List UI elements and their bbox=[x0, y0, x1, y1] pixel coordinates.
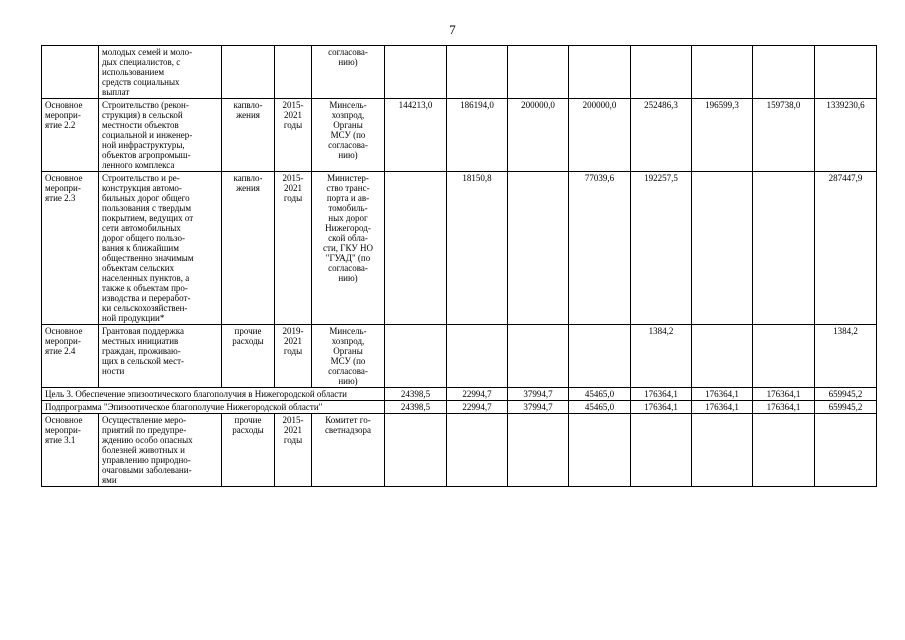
measure-title-cell-line: Грантовая поддержка bbox=[102, 326, 184, 336]
value-cell-2: 22994,7 bbox=[447, 388, 508, 401]
measure-title-cell-line: социальной и инженер- bbox=[102, 130, 193, 140]
value-cell-8: 1384,2 bbox=[815, 325, 877, 388]
value-cell-7 bbox=[753, 325, 815, 388]
period-cell-line: 2021 bbox=[284, 336, 302, 346]
measure-title-cell-line: выплат bbox=[102, 87, 130, 97]
period-cell-line: 2021 bbox=[284, 425, 302, 435]
value-cell-5: 252486,3 bbox=[631, 99, 692, 172]
measure-name-cell bbox=[42, 325, 99, 388]
executor-cell-line: Комитет го- bbox=[325, 415, 371, 425]
value-cell-1 bbox=[385, 325, 447, 388]
executor-cell-line: Минсель- bbox=[329, 326, 367, 336]
executor-cell-line: МСУ (по bbox=[330, 356, 366, 366]
period-cell-line: годы bbox=[283, 120, 303, 130]
value-cell-8: 659945,2 bbox=[815, 388, 877, 401]
value-cell-2 bbox=[447, 325, 508, 388]
measure-title-cell-line: болезней животных и bbox=[102, 445, 185, 455]
expense-kind-cell bbox=[222, 46, 275, 99]
expense-kind-cell bbox=[222, 99, 275, 172]
value-cell-6: 176364,1 bbox=[692, 401, 753, 414]
value-cell-6 bbox=[692, 325, 753, 388]
value-cell-4: 77039,6 bbox=[569, 172, 631, 325]
executor-cell-line: Министер- bbox=[327, 173, 369, 183]
measure-title-cell-line: также к объектам про- bbox=[102, 283, 188, 293]
measure-name-cell bbox=[42, 172, 99, 325]
value-cell-6 bbox=[692, 172, 753, 325]
measure-title-cell-line: вания к ближайшим bbox=[102, 243, 179, 253]
value-cell-8 bbox=[815, 414, 877, 487]
value-cell-3 bbox=[508, 46, 569, 99]
value-cell-7: 176364,1 bbox=[753, 388, 815, 401]
measure-title-cell-line: бильных дорог общего bbox=[102, 193, 190, 203]
measure-name-cell-line: ятие 2.3 bbox=[45, 193, 76, 203]
executor-cell-line: Органы bbox=[333, 120, 363, 130]
measure-title-cell bbox=[99, 46, 222, 99]
measure-name-cell-line: меропри- bbox=[45, 183, 81, 193]
measure-title-cell-line: ности bbox=[102, 366, 125, 376]
value-cell-5: 192257,5 bbox=[631, 172, 692, 325]
subprogram-row bbox=[42, 401, 877, 414]
executor-cell-line: нию) bbox=[338, 150, 358, 160]
expense-kind-cell-line: расходы bbox=[232, 336, 264, 346]
measure-name-cell-line: ятие 2.2 bbox=[45, 120, 76, 130]
value-cell-4: 45465,0 bbox=[569, 388, 631, 401]
measure-name-cell-line: Основное bbox=[45, 326, 83, 336]
executor-cell-line: нию) bbox=[338, 273, 358, 283]
value-cell-6: 176364,1 bbox=[692, 388, 753, 401]
table-body bbox=[42, 46, 877, 487]
value-cell-6 bbox=[692, 46, 753, 99]
measure-name-cell-line: меропри- bbox=[45, 336, 81, 346]
measure-title-cell-line: местных инициатив bbox=[102, 336, 179, 346]
measure-title-cell-line: управлению природно- bbox=[102, 455, 191, 465]
measure-title-cell-line: ждению особо опасных bbox=[102, 435, 193, 445]
measure-title-cell-line: дорог общего пользо- bbox=[102, 233, 186, 243]
measure-name-cell-line: меропри- bbox=[45, 110, 81, 120]
expense-kind-cell-line: капвло- bbox=[233, 100, 263, 110]
measure-name-cell bbox=[42, 46, 99, 99]
expense-kind-cell-line: жения bbox=[236, 183, 260, 193]
measure-row bbox=[42, 172, 877, 325]
goal-label-cell: Цель 3. Обеспечение эпизоотического благополучия в Нижегородской области bbox=[42, 388, 385, 401]
expense-kind-cell-line: капвло- bbox=[233, 173, 263, 183]
value-cell-7 bbox=[753, 46, 815, 99]
executor-cell-line: согласова- bbox=[328, 140, 368, 150]
value-cell-5 bbox=[631, 46, 692, 99]
budget-table bbox=[41, 45, 877, 487]
measure-title-cell-line: Строительство (рекон- bbox=[102, 100, 189, 110]
value-cell-8: 287447,9 bbox=[815, 172, 877, 325]
value-cell-6: 196599,3 bbox=[692, 99, 753, 172]
value-cell-4: 200000,0 bbox=[569, 99, 631, 172]
period-cell-line: 2015- bbox=[282, 173, 304, 183]
value-cell-2 bbox=[447, 414, 508, 487]
measure-name-cell bbox=[42, 99, 99, 172]
measure-name-cell bbox=[42, 414, 99, 487]
value-cell-2 bbox=[447, 46, 508, 99]
measure-title-cell-line: средств социальных bbox=[102, 77, 180, 87]
value-cell-3: 37994,7 bbox=[508, 401, 569, 414]
value-cell-3: 37994,7 bbox=[508, 388, 569, 401]
value-cell-3 bbox=[508, 414, 569, 487]
measure-title-cell-line: покрытием, ведущих от bbox=[102, 213, 194, 223]
expense-kind-cell bbox=[222, 172, 275, 325]
measure-title-cell-line: ленного комплекса bbox=[102, 160, 175, 170]
value-cell-4 bbox=[569, 325, 631, 388]
period-cell bbox=[275, 46, 312, 99]
period-cell bbox=[275, 325, 312, 388]
measure-title-cell-line: пользования с твердым bbox=[102, 203, 192, 213]
measure-row bbox=[42, 414, 877, 487]
measure-name-cell-line: ятие 2.4 bbox=[45, 346, 76, 356]
expense-kind-cell-line: прочие bbox=[234, 326, 262, 336]
measure-title-cell-line: объектам сельских bbox=[102, 263, 175, 273]
value-cell-8: 659945,2 bbox=[815, 401, 877, 414]
period-cell bbox=[275, 99, 312, 172]
page-number: 7 bbox=[449, 22, 456, 37]
executor-cell-line: согласова- bbox=[328, 263, 368, 273]
measure-title-cell-line: общественно значимым bbox=[102, 253, 194, 263]
executor-cell-line: согласова- bbox=[328, 47, 368, 57]
expense-kind-cell-line: прочие bbox=[234, 415, 262, 425]
executor-cell-line: томобиль- bbox=[328, 203, 368, 213]
value-cell-5: 176364,1 bbox=[631, 401, 692, 414]
value-cell-2: 186194,0 bbox=[447, 99, 508, 172]
executor-cell-line: ных дорог bbox=[328, 213, 368, 223]
executor-cell-line: "ГУАД" (по bbox=[325, 253, 371, 263]
measure-title-cell-line: местности объектов bbox=[102, 120, 179, 130]
value-cell-8: 1339230,6 bbox=[815, 99, 877, 172]
expense-kind-cell bbox=[222, 325, 275, 388]
period-cell-line: годы bbox=[283, 435, 303, 445]
measure-row bbox=[42, 325, 877, 388]
executor-cell bbox=[312, 325, 385, 388]
value-cell-4 bbox=[569, 414, 631, 487]
value-cell-1 bbox=[385, 414, 447, 487]
expense-kind-cell-line: расходы bbox=[232, 425, 264, 435]
measure-title-cell-line: ной инфраструктуры, bbox=[102, 140, 185, 150]
executor-cell-line: Органы bbox=[333, 346, 363, 356]
measure-title-cell bbox=[99, 325, 222, 388]
measure-title-cell-line: использованием bbox=[102, 67, 165, 77]
value-cell-5: 176364,1 bbox=[631, 388, 692, 401]
expense-kind-cell bbox=[222, 414, 275, 487]
measure-name-cell-line: ятие 3.1 bbox=[45, 435, 76, 445]
measure-title-cell-line: конструкция автомо- bbox=[102, 183, 182, 193]
measure-title-cell-line: населенных пунктов, а bbox=[102, 273, 190, 283]
value-cell-3 bbox=[508, 325, 569, 388]
executor-cell-line: Минсель- bbox=[329, 100, 367, 110]
goal-row bbox=[42, 388, 877, 401]
value-cell-7 bbox=[753, 414, 815, 487]
period-cell bbox=[275, 172, 312, 325]
measure-title-cell-line: граждан, проживаю- bbox=[102, 346, 181, 356]
executor-cell-line: Нижегород- bbox=[325, 223, 371, 233]
measure-title-cell-line: Строительство и ре- bbox=[102, 173, 180, 183]
executor-cell-line: светнадзора bbox=[324, 425, 372, 435]
value-cell-1: 144213,0 bbox=[385, 99, 447, 172]
executor-cell bbox=[312, 414, 385, 487]
subprogram-label-cell: Подпрограмма "Эпизоотическое благополучие Нижегородской области" bbox=[42, 401, 385, 414]
period-cell-line: 2021 bbox=[284, 183, 302, 193]
executor-cell-line: МСУ (по bbox=[330, 130, 366, 140]
period-cell bbox=[275, 414, 312, 487]
value-cell-1 bbox=[385, 172, 447, 325]
executor-cell bbox=[312, 99, 385, 172]
value-cell-1 bbox=[385, 46, 447, 99]
value-cell-7 bbox=[753, 172, 815, 325]
measure-title-cell-line: приятий по предупре- bbox=[102, 425, 187, 435]
period-cell-line: 2019- bbox=[282, 326, 304, 336]
measure-title-cell bbox=[99, 99, 222, 172]
executor-cell-line: нию) bbox=[338, 57, 358, 67]
executor-cell-line: согласова- bbox=[328, 366, 368, 376]
measure-name-cell-line: меропри- bbox=[45, 425, 81, 435]
measure-name-cell-line: Основное bbox=[45, 415, 83, 425]
period-cell-line: 2015- bbox=[282, 415, 304, 425]
executor-cell-line: ской обла- bbox=[328, 233, 368, 243]
value-cell-7: 176364,1 bbox=[753, 401, 815, 414]
measure-title-cell bbox=[99, 414, 222, 487]
value-cell-3: 200000,0 bbox=[508, 99, 569, 172]
value-cell-7: 159738,0 bbox=[753, 99, 815, 172]
period-cell-line: 2015- bbox=[282, 100, 304, 110]
executor-cell-line: сти, ГКУ НО bbox=[323, 243, 373, 253]
expense-kind-cell-line: жения bbox=[236, 110, 260, 120]
measure-title-cell-line: изводства и переработ- bbox=[102, 293, 191, 303]
measure-title-cell-line: молодых семей и моло- bbox=[102, 47, 193, 57]
executor-cell-line: нию) bbox=[338, 376, 358, 386]
value-cell-5: 1384,2 bbox=[631, 325, 692, 388]
executor-cell bbox=[312, 172, 385, 325]
period-cell-line: годы bbox=[283, 346, 303, 356]
measure-title-cell-line: струкция) в сельской bbox=[102, 110, 183, 120]
measure-title-cell bbox=[99, 172, 222, 325]
value-cell-4: 45465,0 bbox=[569, 401, 631, 414]
measure-title-cell-line: Осуществление меро- bbox=[102, 415, 187, 425]
executor-cell-line: хозпрод, bbox=[331, 336, 365, 346]
measure-row bbox=[42, 99, 877, 172]
period-cell-line: годы bbox=[283, 193, 303, 203]
measure-title-cell-line: щих в сельской мест- bbox=[102, 356, 185, 366]
measure-title-cell-line: ями bbox=[102, 475, 117, 485]
measure-title-cell-line: ной продукции* bbox=[102, 313, 165, 323]
value-cell-5 bbox=[631, 414, 692, 487]
measure-name-cell-line: Основное bbox=[45, 100, 83, 110]
value-cell-3 bbox=[508, 172, 569, 325]
measure-name-cell-line: Основное bbox=[45, 173, 83, 183]
value-cell-8 bbox=[815, 46, 877, 99]
value-cell-1: 24398,5 bbox=[385, 401, 447, 414]
value-cell-1: 24398,5 bbox=[385, 388, 447, 401]
executor-cell-line: хозпрод, bbox=[331, 110, 365, 120]
executor-cell bbox=[312, 46, 385, 99]
measure-title-cell-line: ки сельскохозяйствен- bbox=[102, 303, 188, 313]
value-cell-2: 22994,7 bbox=[447, 401, 508, 414]
executor-cell-line: порта и ав- bbox=[326, 193, 370, 203]
measure-title-cell-line: сети автомобильных bbox=[102, 223, 181, 233]
measure-title-cell-line: объектов агропромыш- bbox=[102, 150, 191, 160]
measure-row bbox=[42, 46, 877, 99]
period-cell-line: 2021 bbox=[284, 110, 302, 120]
measure-title-cell-line: очаговыми заболевани- bbox=[102, 465, 192, 475]
measure-title-cell-line: дых специалистов, с bbox=[102, 57, 181, 67]
value-cell-6 bbox=[692, 414, 753, 487]
value-cell-4 bbox=[569, 46, 631, 99]
value-cell-2: 18150,8 bbox=[447, 172, 508, 325]
executor-cell-line: ство транс- bbox=[326, 183, 370, 193]
